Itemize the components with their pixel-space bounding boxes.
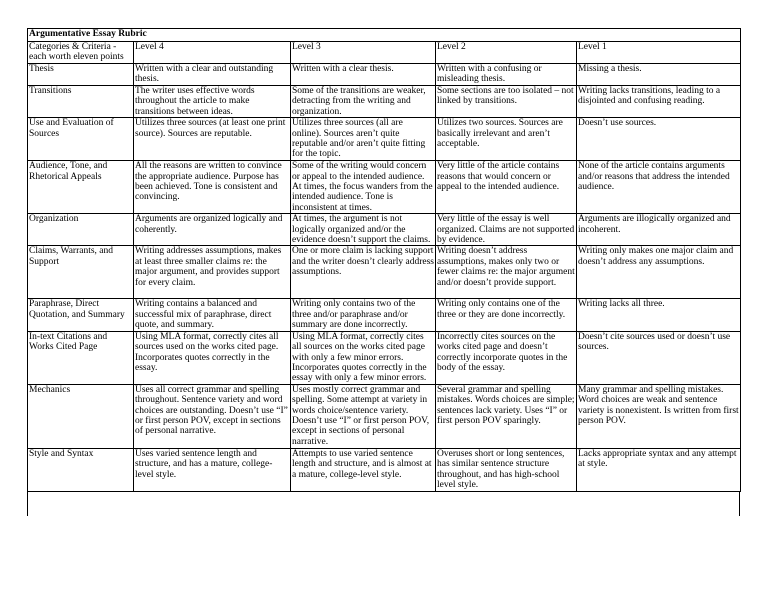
header-criteria: Categories & Criteria - each worth eleven points [28, 42, 134, 64]
category-cell: Style and Syntax [28, 448, 134, 491]
level-3-cell: One or more claim is lacking support and the writer doesn’t clearly address assumptions. [291, 246, 436, 299]
level-2-cell: Writing only contains one of the three or they are done incorrectly. [436, 299, 577, 331]
level-2-cell: Incorrectly cites sources on the works cited page and doesn’t correctly incorporate quotes in the body of the essay. [436, 331, 577, 384]
level-3-cell: Some of the transitions are weaker, detracting from the writing and organization. [291, 86, 436, 118]
category-cell: Claims, Warrants, and Support [28, 246, 134, 299]
level-4-cell: Writing addresses assumptions, makes at least three smaller claims re: the major argument, and provides support for every claim. [134, 246, 291, 299]
level-4-cell: Arguments are organized logically and coherently. [134, 214, 291, 246]
table-row [28, 214, 741, 246]
level-1-cell: Many grammar and spelling mistakes. Word choices are weak and sentence variety is nonexistent. Is written from first person POV. [577, 384, 741, 448]
level-2-cell: Very little of the essay is well organized. Claims are not supported by evidence. [436, 214, 577, 246]
header-level-4: Level 4 [134, 42, 291, 64]
level-4-cell: Written with a clear and outstanding thesis. [134, 64, 291, 86]
level-2-cell: Several grammar and spelling mistakes. Words choices are simple; sentences lack variety. Uses “I” or first person POV sparingly. [436, 384, 577, 448]
level-4-cell: All the reasons are written to convince the appropriate audience. Purpose has been achieved. Tone is consistent and convincing. [134, 161, 291, 214]
rubric-document [27, 28, 740, 516]
table-row [28, 86, 741, 118]
table-row [28, 161, 741, 214]
level-4-cell: Utilizes three sources (at least one print source). Sources are reputable. [134, 118, 291, 161]
table-row [28, 64, 741, 86]
level-3-cell: At times, the argument is not logically organized and/or the evidence doesn’t support the claims. [291, 214, 436, 246]
category-cell: Organization [28, 214, 134, 246]
level-1-cell: Writing lacks all three. [577, 299, 741, 331]
category-cell: Transitions [28, 86, 134, 118]
table-row [28, 299, 741, 331]
level-1-cell: None of the article contains arguments and/or reasons that address the intended audience. [577, 161, 741, 214]
level-2-cell: Overuses short or long sentences, has similar sentence structure throughout, and has high-school level style. [436, 448, 577, 491]
level-3-cell: Writing only contains two of the three and/or paraphrase and/or summary are done incorrectly. [291, 299, 436, 331]
category-cell: In-text Citations and Works Cited Page [28, 331, 134, 384]
level-4-cell: Uses all correct grammar and spelling throughout. Sentence variety and word choices are outstanding. Doesn’t use “I” or first person POV, except in sections of personal narrative. [134, 384, 291, 448]
level-4-cell: The writer uses effective words throughout the article to make transitions between ideas. [134, 86, 291, 118]
category-cell: Use and Evaluation of Sources [28, 118, 134, 161]
level-1-cell: Missing a thesis. [577, 64, 741, 86]
level-2-cell: Very little of the article contains reasons that would concern or appeal to the intended audience. [436, 161, 577, 214]
level-3-cell: Using MLA format, correctly cites all sources on the works cited page with only a few minor errors. Incorporates quotes correctly in the essay with only a few minor errors. [291, 331, 436, 384]
level-2-cell: Utilizes two sources. Sources are basically irrelevant and aren’t acceptable. [436, 118, 577, 161]
table-row [28, 384, 741, 448]
header-level-1: Level 1 [577, 42, 741, 64]
header-row [28, 42, 741, 64]
level-4-cell: Uses varied sentence length and structure, and has a mature, college-level style. [134, 448, 291, 491]
level-1-cell: Writing only makes one major claim and doesn’t address any assumptions. [577, 246, 741, 299]
category-cell: Paraphrase, Direct Quotation, and Summary [28, 299, 134, 331]
level-1-cell: Doesn’t cite sources used or doesn’t use sources. [577, 331, 741, 384]
level-3-cell: Some of the writing would concern or appeal to the intended audience. At times, the focus wanders from the intended audience. Tone is inconsistent at times. [291, 161, 436, 214]
category-cell: Audience, Tone, and Rhetorical Appeals [28, 161, 134, 214]
table-row [28, 246, 741, 299]
header-level-2: Level 2 [436, 42, 577, 64]
level-3-cell: Utilizes three sources (all are online). Sources aren’t quite reputable and/or aren’t quite fitting for the topic. [291, 118, 436, 161]
level-3-cell: Uses mostly correct grammar and spelling. Some attempt at variety in words choice/sentence variety. Doesn’t use “I” or first person POV, except in sections of personal narrative. [291, 384, 436, 448]
level-4-cell: Writing contains a balanced and successful mix of paraphrase, direct quote, and summary. [134, 299, 291, 331]
level-3-cell: Attempts to use varied sentence length and structure, and is almost at a mature, college-level style. [291, 448, 436, 491]
rubric-table [27, 28, 741, 492]
table-row [28, 331, 741, 384]
table-row [28, 448, 741, 491]
level-2-cell: Writing doesn’t address assumptions, makes only two or fewer claims re: the major argument and/or doesn’t provide support. [436, 246, 577, 299]
header-level-3: Level 3 [291, 42, 436, 64]
table-bottom-margin [27, 492, 740, 516]
level-1-cell: Doesn’t use sources. [577, 118, 741, 161]
rubric-title: Argumentative Essay Rubric [28, 29, 741, 42]
level-2-cell: Some sections are too isolated – not linked by transitions. [436, 86, 577, 118]
table-row [28, 118, 741, 161]
level-1-cell: Writing lacks transitions, leading to a disjointed and confusing reading. [577, 86, 741, 118]
category-cell: Mechanics [28, 384, 134, 448]
level-4-cell: Using MLA format, correctly cites all sources used on the works cited page. Incorporates quotes correctly in the essay. [134, 331, 291, 384]
level-1-cell: Arguments are illogically organized and incoherent. [577, 214, 741, 246]
title-row [28, 29, 741, 42]
level-1-cell: Lacks appropriate syntax and any attempt at style. [577, 448, 741, 491]
level-2-cell: Written with a confusing or misleading thesis. [436, 64, 577, 86]
category-cell: Thesis [28, 64, 134, 86]
level-3-cell: Written with a clear thesis. [291, 64, 436, 86]
